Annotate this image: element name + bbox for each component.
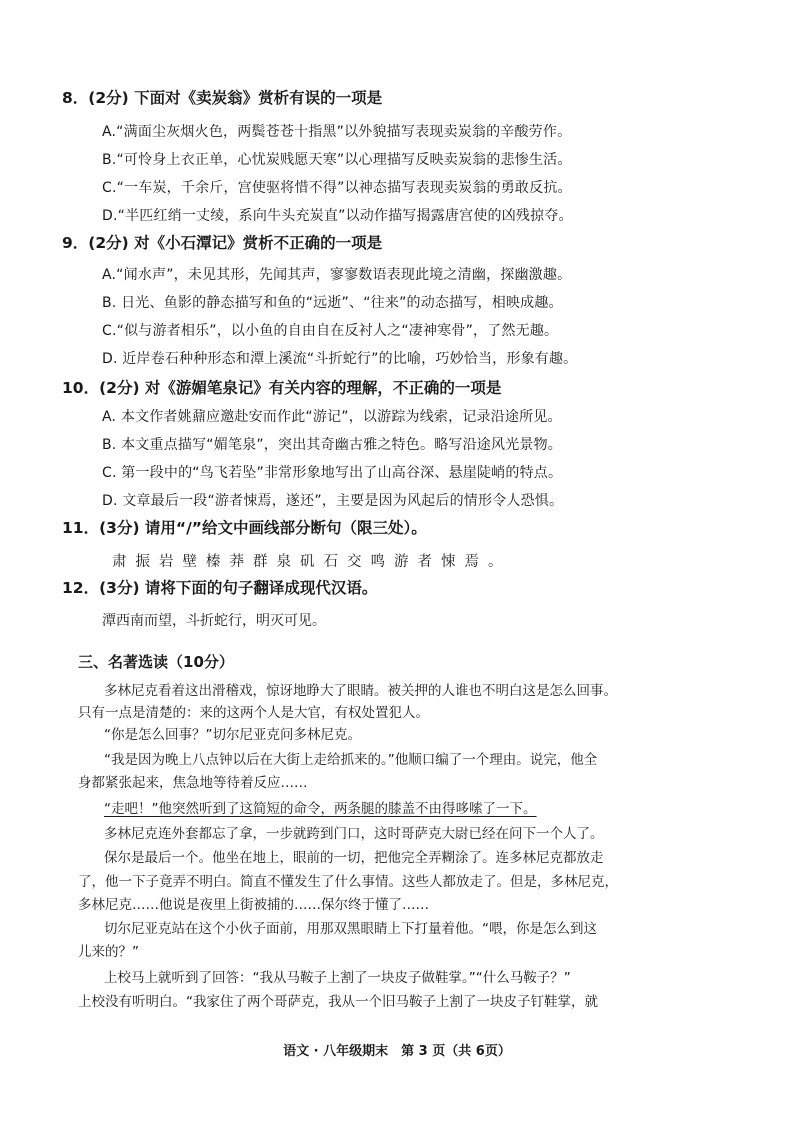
question-10-stem: 10．(2分) 对《游媚笔泉记》有关内容的理解，不正确的一项是 (62, 379, 502, 397)
q8-option-c: C.“一车炭，千余斤，宫使驱将惜不得”以神态描写表现卖炭翁的勇敢反抗。 (102, 180, 572, 196)
passage-line: 儿来的？” (78, 944, 139, 960)
q12-sentence: 潭西南而望，斗折蛇行，明灭可见。 (102, 613, 326, 629)
q11-passage: 肃振岩壁榛莽群泉矶石交鸣游者悚焉。 (112, 554, 512, 570)
passage-line: 身都紧张起来，焦急地等待着反应…… (78, 775, 308, 791)
passage-line: 上校马上就听到了回答：“我从马鞍子上割了一块皮子做鞋掌。”“什么马鞍子？” (104, 970, 571, 986)
passage-line: 多林尼克看着这出滑稽戏，惊讶地睁大了眼睛。被关押的人谁也不明白这是怎么回事。 (104, 683, 617, 699)
q10-option-a: A. 本文作者姚鼐应邀赴安而作此“游记”，以游踪为线索，记录沿途所见。 (102, 409, 562, 425)
q9-option-a: A.“闻水声”，未见其形，先闻其声，寥寥数语表现此境之清幽，探幽激趣。 (102, 267, 572, 283)
question-9-stem: 9．(2分) 对《小石潭记》赏析不正确的一项是 (62, 234, 383, 252)
passage-line: 切尔尼亚克站在这个小伙子面前，用那双黑眼睛上下打量着他。“喂，你是怎么到这 (104, 921, 597, 937)
underlined-passage-line: “走吧！”他突然听到了这简短的命令，两条腿的膝盖不由得哆嗦了一下。 (104, 801, 537, 817)
passage-line: “我是因为晚上八点钟以后在大街上走给抓来的。”他顺口编了一个理由。说完，他全 (104, 752, 598, 768)
q10-option-c: C. 第一段中的“鸟飞若坠”非常形象地写出了山高谷深、悬崖陡峭的特点。 (102, 465, 563, 481)
q9-option-c: C.“似与游者相乐”，以小鱼的自由自在反衬人之“凄神寒骨”，了然无趣。 (102, 323, 559, 339)
q8-option-b: B.“可怜身上衣正单，心忧炭贱愿天寒”以心理描写反映卖炭翁的悲惨生活。 (102, 152, 572, 168)
q10-option-b: B. 本文重点描写“媚笔泉”，突出其奇幽古雅之特色。略写沿途风光景物。 (102, 437, 563, 453)
passage-line: 保尔是最后一个。他坐在地上，眼前的一切，把他完全弄糊涂了。连多林尼克都放走 (104, 850, 604, 866)
passage-line: 了，他一下子竟弄不明白。简直不懂发生了什么事情。这些人都放走了。但是，多林尼克， (78, 874, 618, 890)
question-8-stem: 8．(2分) 下面对《卖炭翁》赏析有误的一项是 (62, 89, 383, 107)
passage-line: “你是怎么回事？”切尔尼亚克问多林尼克。 (104, 727, 361, 743)
q8-option-a: A.“满面尘灰烟火色，两鬓苍苍十指黑”以外貌描写表现卖炭翁的辛酸劳作。 (102, 124, 572, 140)
q8-option-d: D.“半匹红绡一丈绫，系向牛头充炭直”以动作描写揭露唐宫使的凶残掠夺。 (102, 208, 573, 224)
passage-line: 多林尼克……他说是夜里上街被捕的……保尔终于懂了…… (78, 897, 429, 913)
question-11-stem: 11．(3分) 请用“/”给文中画线部分断句（限三处）。 (62, 519, 427, 537)
q10-option-d: D. 文章最后一段“游者悚焉，遂还”，主要是因为风起后的情形令人恐惧。 (102, 493, 564, 509)
question-12-stem: 12．(3分) 请将下面的句子翻译成现代汉语。 (62, 579, 378, 597)
passage-line: 只有一点是清楚的：来的这两个人是大官，有权处置犯人。 (78, 705, 429, 721)
passage-line: 多林尼克连外套都忘了拿，一步就跨到门口，这时哥萨克大尉已经在问下一个人了。 (104, 826, 604, 842)
section-3-title: 三、名著选读（10分） (78, 653, 234, 671)
q9-option-b: B. 日光、鱼影的静态描写和鱼的“远逝”、“往来”的动态描写，相映成趣。 (102, 295, 563, 311)
page-footer: 语文 · 八年级期末 第 3 页（共 6页） (283, 1044, 511, 1059)
passage-line: 上校没有听明白。“我家住了两个哥萨克，我从一个旧马鞍子上割了一块皮子钉鞋掌，就 (78, 994, 598, 1010)
q9-option-d: D. 近岸卷石种种形态和潭上溪流“斗折蛇行”的比喻，巧妙恰当，形象有趣。 (102, 351, 578, 367)
